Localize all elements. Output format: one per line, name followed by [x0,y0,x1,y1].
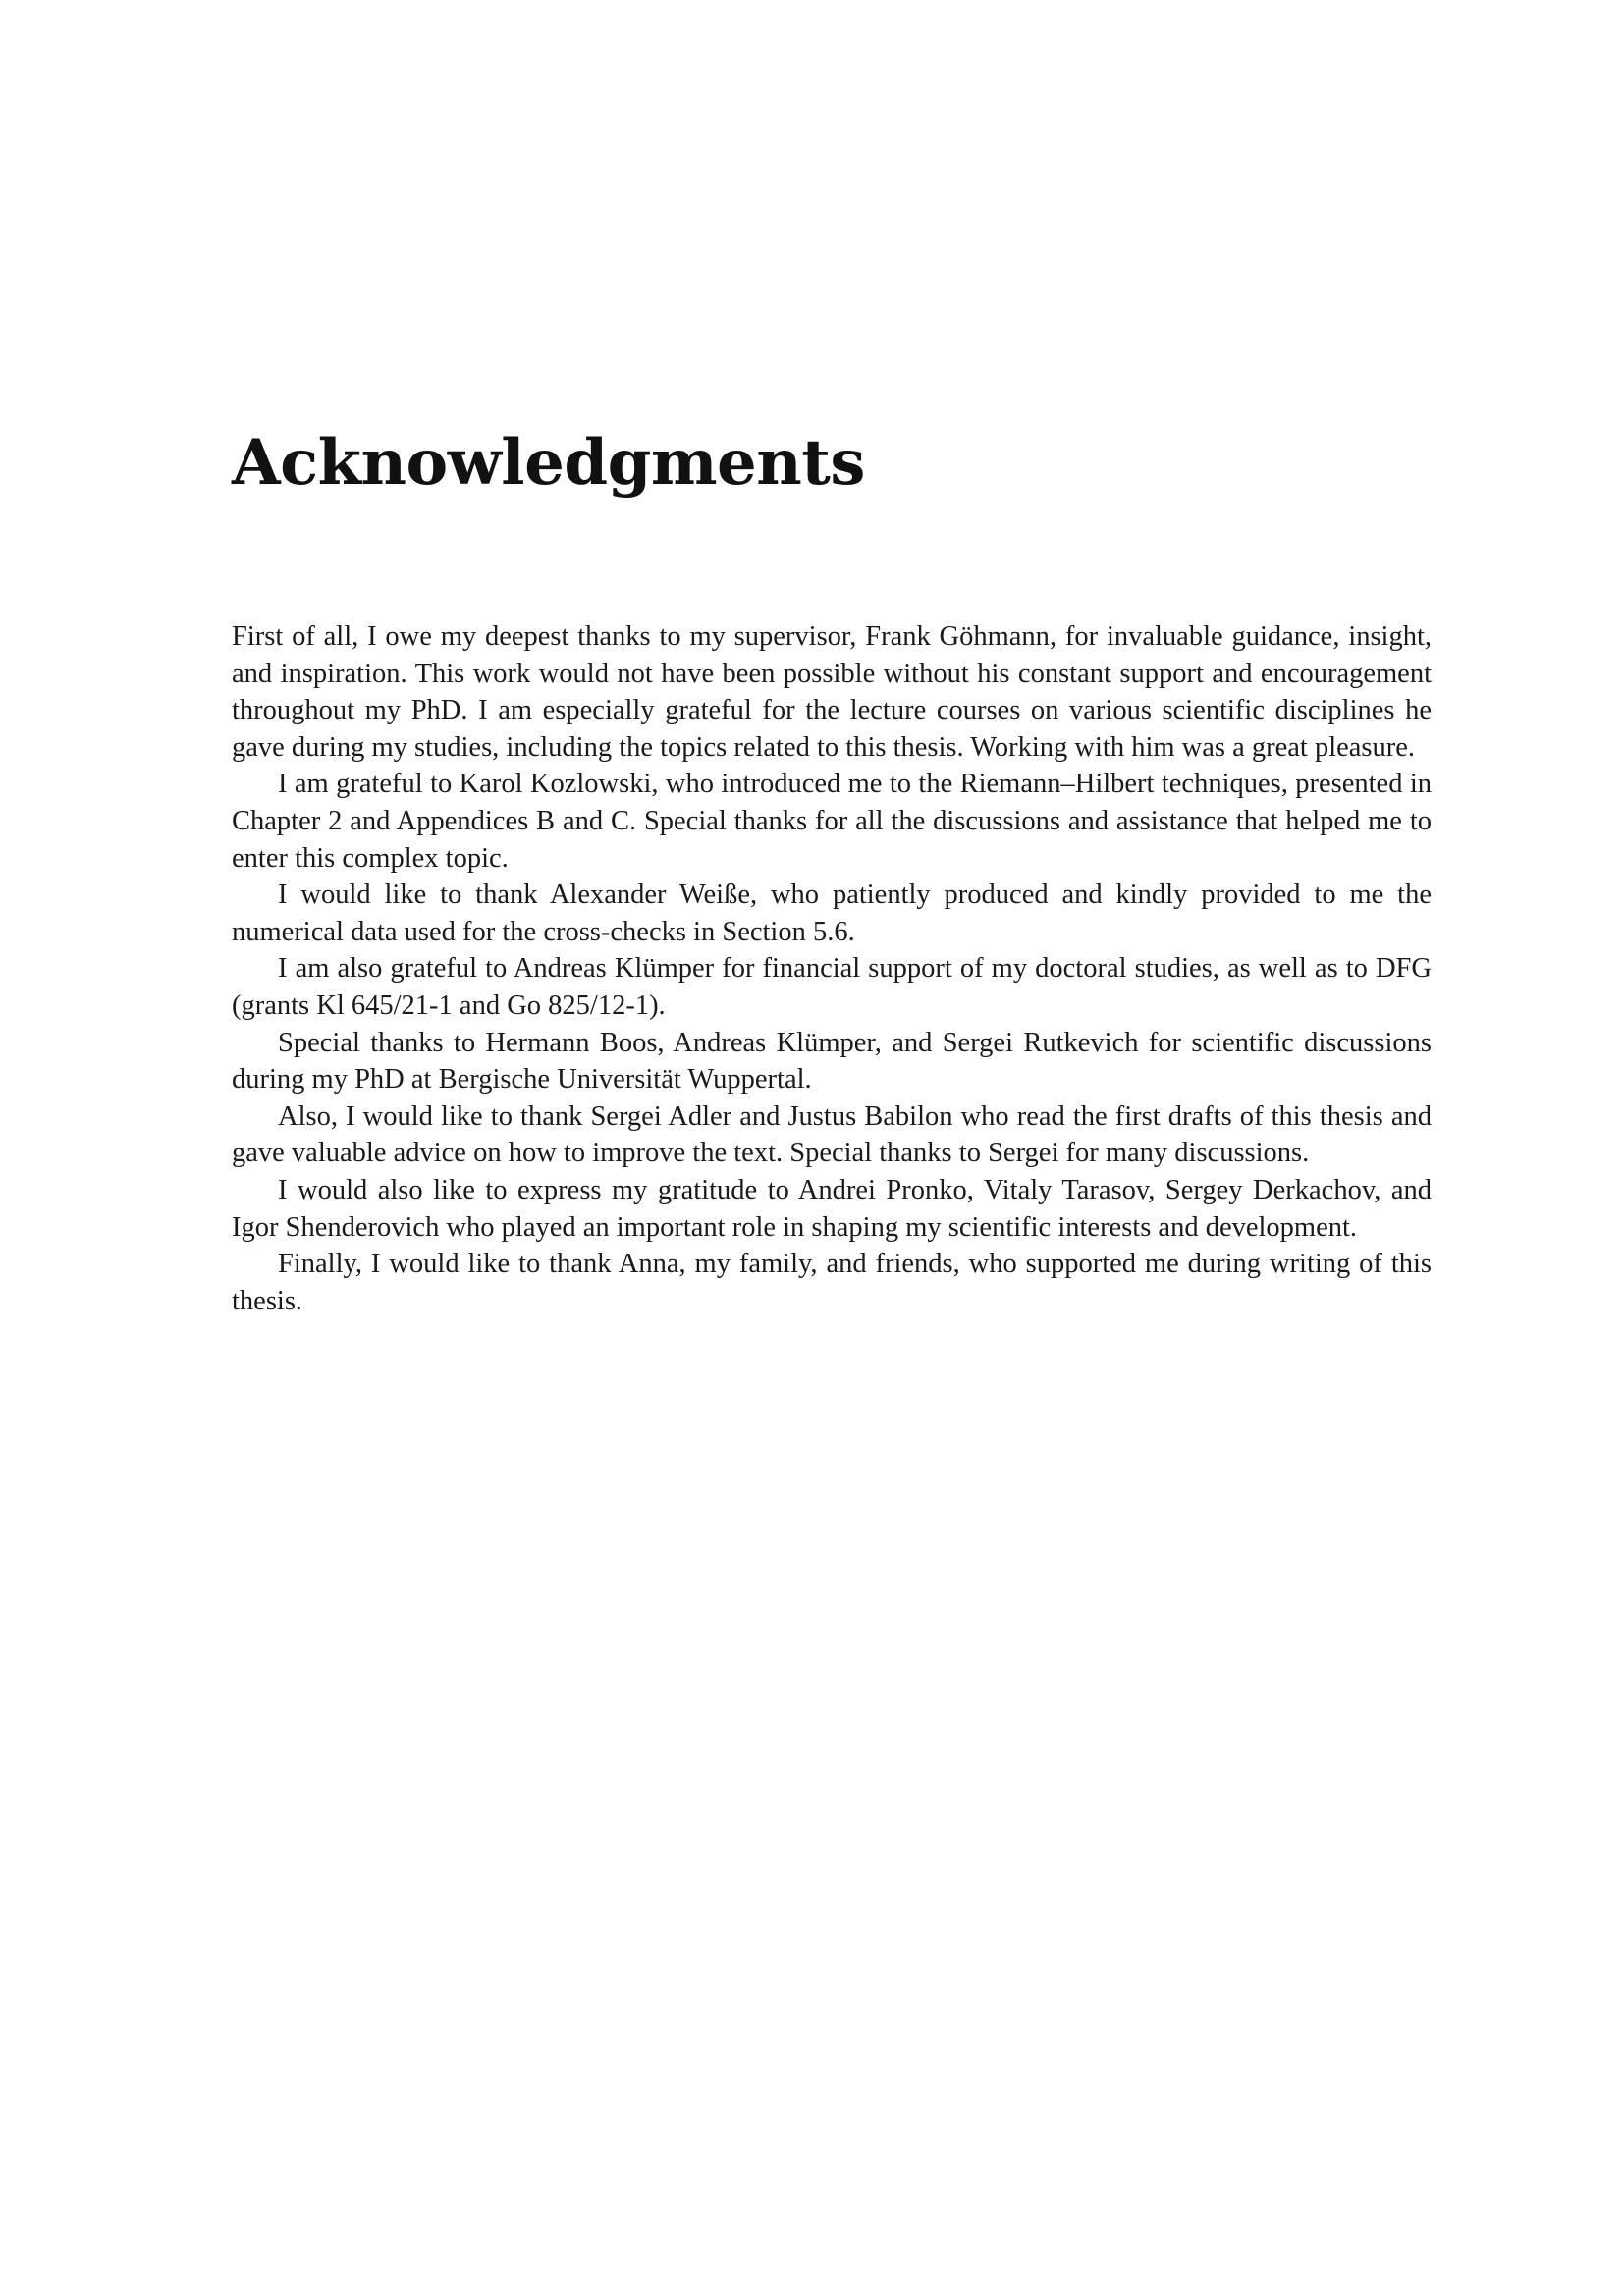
paragraph-family: Finally, I would like to thank Anna, my family, and friends, who supported me during writing of this thesis. [232,1249,1432,1316]
acknowledgments-body [232,618,1432,1319]
page-title: Acknowledgments [232,426,865,500]
paragraph-funding: I am also grateful to Andreas Klümper for financial support of my doctoral studies, as well as to DFG (grants Kl 645/21-1 and Go 825/12-1). [232,953,1432,1021]
paragraph-weisse: I would like to thank Alexander Weiße, who patiently produced and kindly provided to me the numerical data used for the cross-checks in Section 5.6. [232,880,1432,947]
paragraph-readers: Also, I would like to thank Sergei Adler and Justus Babilon who read the first drafts of this thesis and gave valuable advice on how to improve the text. Special thanks to Sergei for many discussions. [232,1100,1432,1169]
paragraph-wuppertal: Special thanks to Hermann Boos, Andreas Klümper, and Sergei Rutkevich for scientific discussions during my PhD at Bergische Universität Wuppertal. [232,1027,1432,1095]
paragraph-kozlowski: I am grateful to Karol Kozlowski, who introduced me to the Riemann–Hilbert techniques, presented in Chapter 2 and Appendices B and C. Special thanks for all the discussions and assistance that helped me to enter this complex topic. [232,769,1432,874]
paragraph-supervisor: First of all, I owe my deepest thanks to my supervisor, Frank Göhmann, for invaluable guidance, insight, and inspiration. This work would not have been possible without his constant support and encouragement throughout my PhD. I am especially grateful for the lecture courses on various scientific disciplines he gave during my studies, including the topics related to this thesis. Working with him was a great pleasure. [232,621,1432,763]
paragraph-mentors: I would also like to express my gratitude to Andrei Pronko, Vitaly Tarasov, Sergey Derkachov, and Igor Shenderovich who played an important role in shaping my scientific interests and development. [232,1174,1432,1243]
